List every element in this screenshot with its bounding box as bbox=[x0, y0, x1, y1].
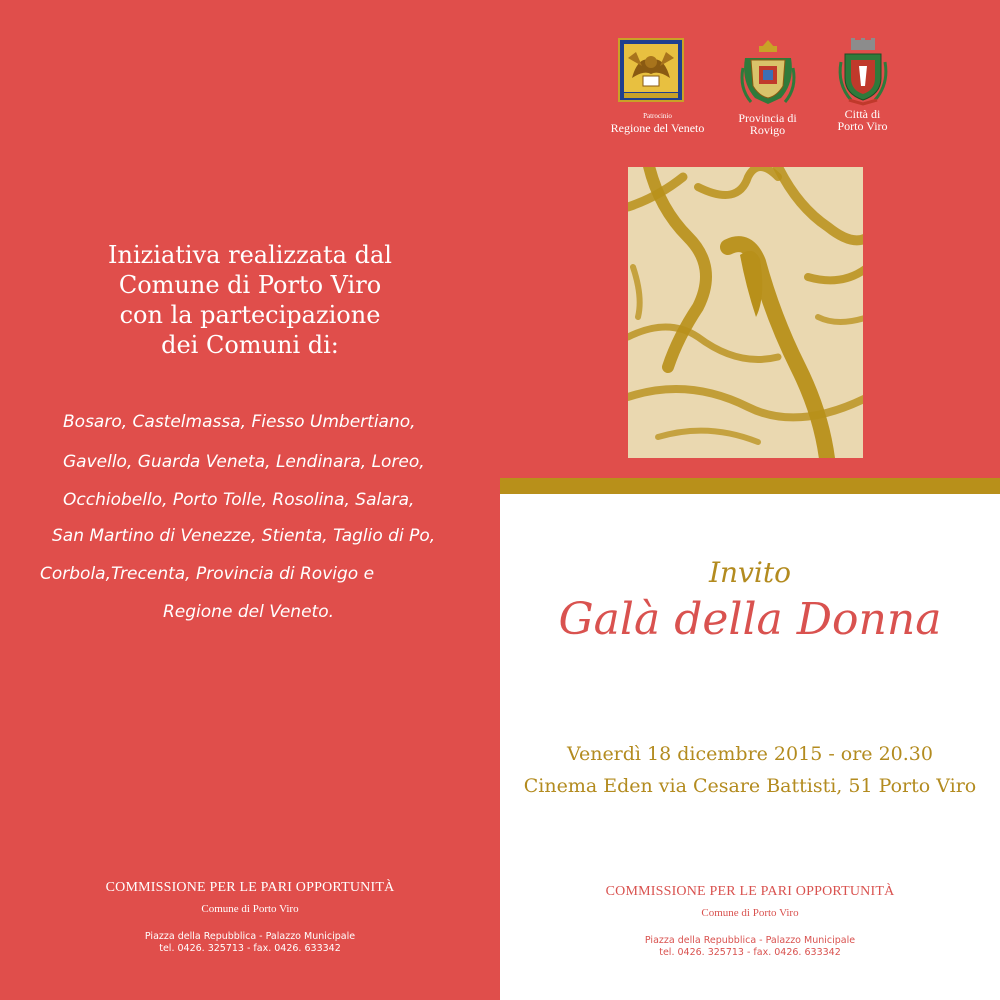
invitation-label: Invito bbox=[709, 556, 791, 589]
crest-caption: Regione del Veneto bbox=[610, 121, 705, 135]
crest-caption-text: Rovigo bbox=[749, 123, 786, 137]
crest-provincia-rovigo bbox=[720, 38, 815, 136]
commission-footer-left bbox=[0, 880, 500, 955]
commission-address bbox=[0, 931, 500, 955]
intro-line: con la partecipazione bbox=[119, 301, 381, 329]
municipalities-line: Corbola,Trecenta, Provincia di Rovigo e bbox=[40, 564, 375, 584]
commission-municipality: Comune di Porto Viro bbox=[201, 903, 299, 915]
abstract-artwork bbox=[628, 167, 863, 458]
municipalities-line: Bosaro, Castelmassa, Fiesso Umbertiano, bbox=[63, 412, 416, 432]
crest-porto-viro bbox=[815, 38, 910, 132]
phone-line: tel. 0426. 325713 - fax. 0426. 633342 bbox=[159, 943, 341, 954]
event-date: Venerdì 18 dicembre 2015 - ore 20.30 bbox=[566, 743, 933, 765]
event-details bbox=[500, 738, 1000, 802]
provincia-rovigo-crest-icon bbox=[737, 38, 799, 108]
intro-line: Iniziativa realizzata dal bbox=[108, 241, 392, 269]
municipalities-line: Occhiobello, Porto Tolle, Rosolina, Salara, bbox=[63, 490, 415, 510]
intro-line: Comune di Porto Viro bbox=[118, 271, 382, 299]
crest-caption-text: Città di bbox=[844, 107, 881, 121]
municipalities-line: San Martino di Venezze, Stienta, Taglio di Po, bbox=[52, 526, 436, 546]
event-venue: Cinema Eden via Cesare Battisti, 51 Porto Viro bbox=[523, 775, 977, 797]
address-line: Piazza della Repubblica - Palazzo Municipale bbox=[144, 931, 356, 942]
crest-caption-small: Patrocinio bbox=[643, 112, 672, 120]
commission-address bbox=[500, 935, 1000, 959]
patronage-crests bbox=[590, 38, 910, 148]
porto-viro-crest-icon bbox=[835, 38, 891, 106]
commission-name: COMMISSIONE PER LE PARI OPPORTUNITÀ bbox=[605, 884, 895, 899]
crest-regione-veneto bbox=[590, 38, 725, 134]
event-title: Galà della Donna bbox=[558, 594, 942, 645]
crest-caption-text: Provincia di bbox=[738, 111, 797, 125]
intro-text bbox=[0, 240, 500, 360]
abstract-gold-strokes-icon bbox=[628, 167, 863, 458]
crest-caption bbox=[720, 112, 815, 136]
crest-caption bbox=[815, 108, 910, 132]
phone-line: tel. 0426. 325713 - fax. 0426. 633342 bbox=[659, 947, 841, 958]
commission-footer-right bbox=[500, 884, 1000, 959]
gold-band bbox=[500, 478, 1000, 494]
invitation-panel bbox=[500, 494, 1000, 1000]
municipalities-line: Regione del Veneto. bbox=[163, 602, 334, 622]
commission-municipality: Comune di Porto Viro bbox=[701, 907, 799, 919]
commission-name: COMMISSIONE PER LE PARI OPPORTUNITÀ bbox=[105, 880, 395, 895]
crest-caption-text: Porto Viro bbox=[837, 119, 888, 133]
address-line: Piazza della Repubblica - Palazzo Municipale bbox=[644, 935, 856, 946]
regione-veneto-lion-crest-icon bbox=[618, 38, 684, 102]
intro-line: dei Comuni di: bbox=[161, 331, 339, 359]
municipalities-line: Gavello, Guarda Veneta, Lendinara, Loreo, bbox=[63, 452, 425, 472]
